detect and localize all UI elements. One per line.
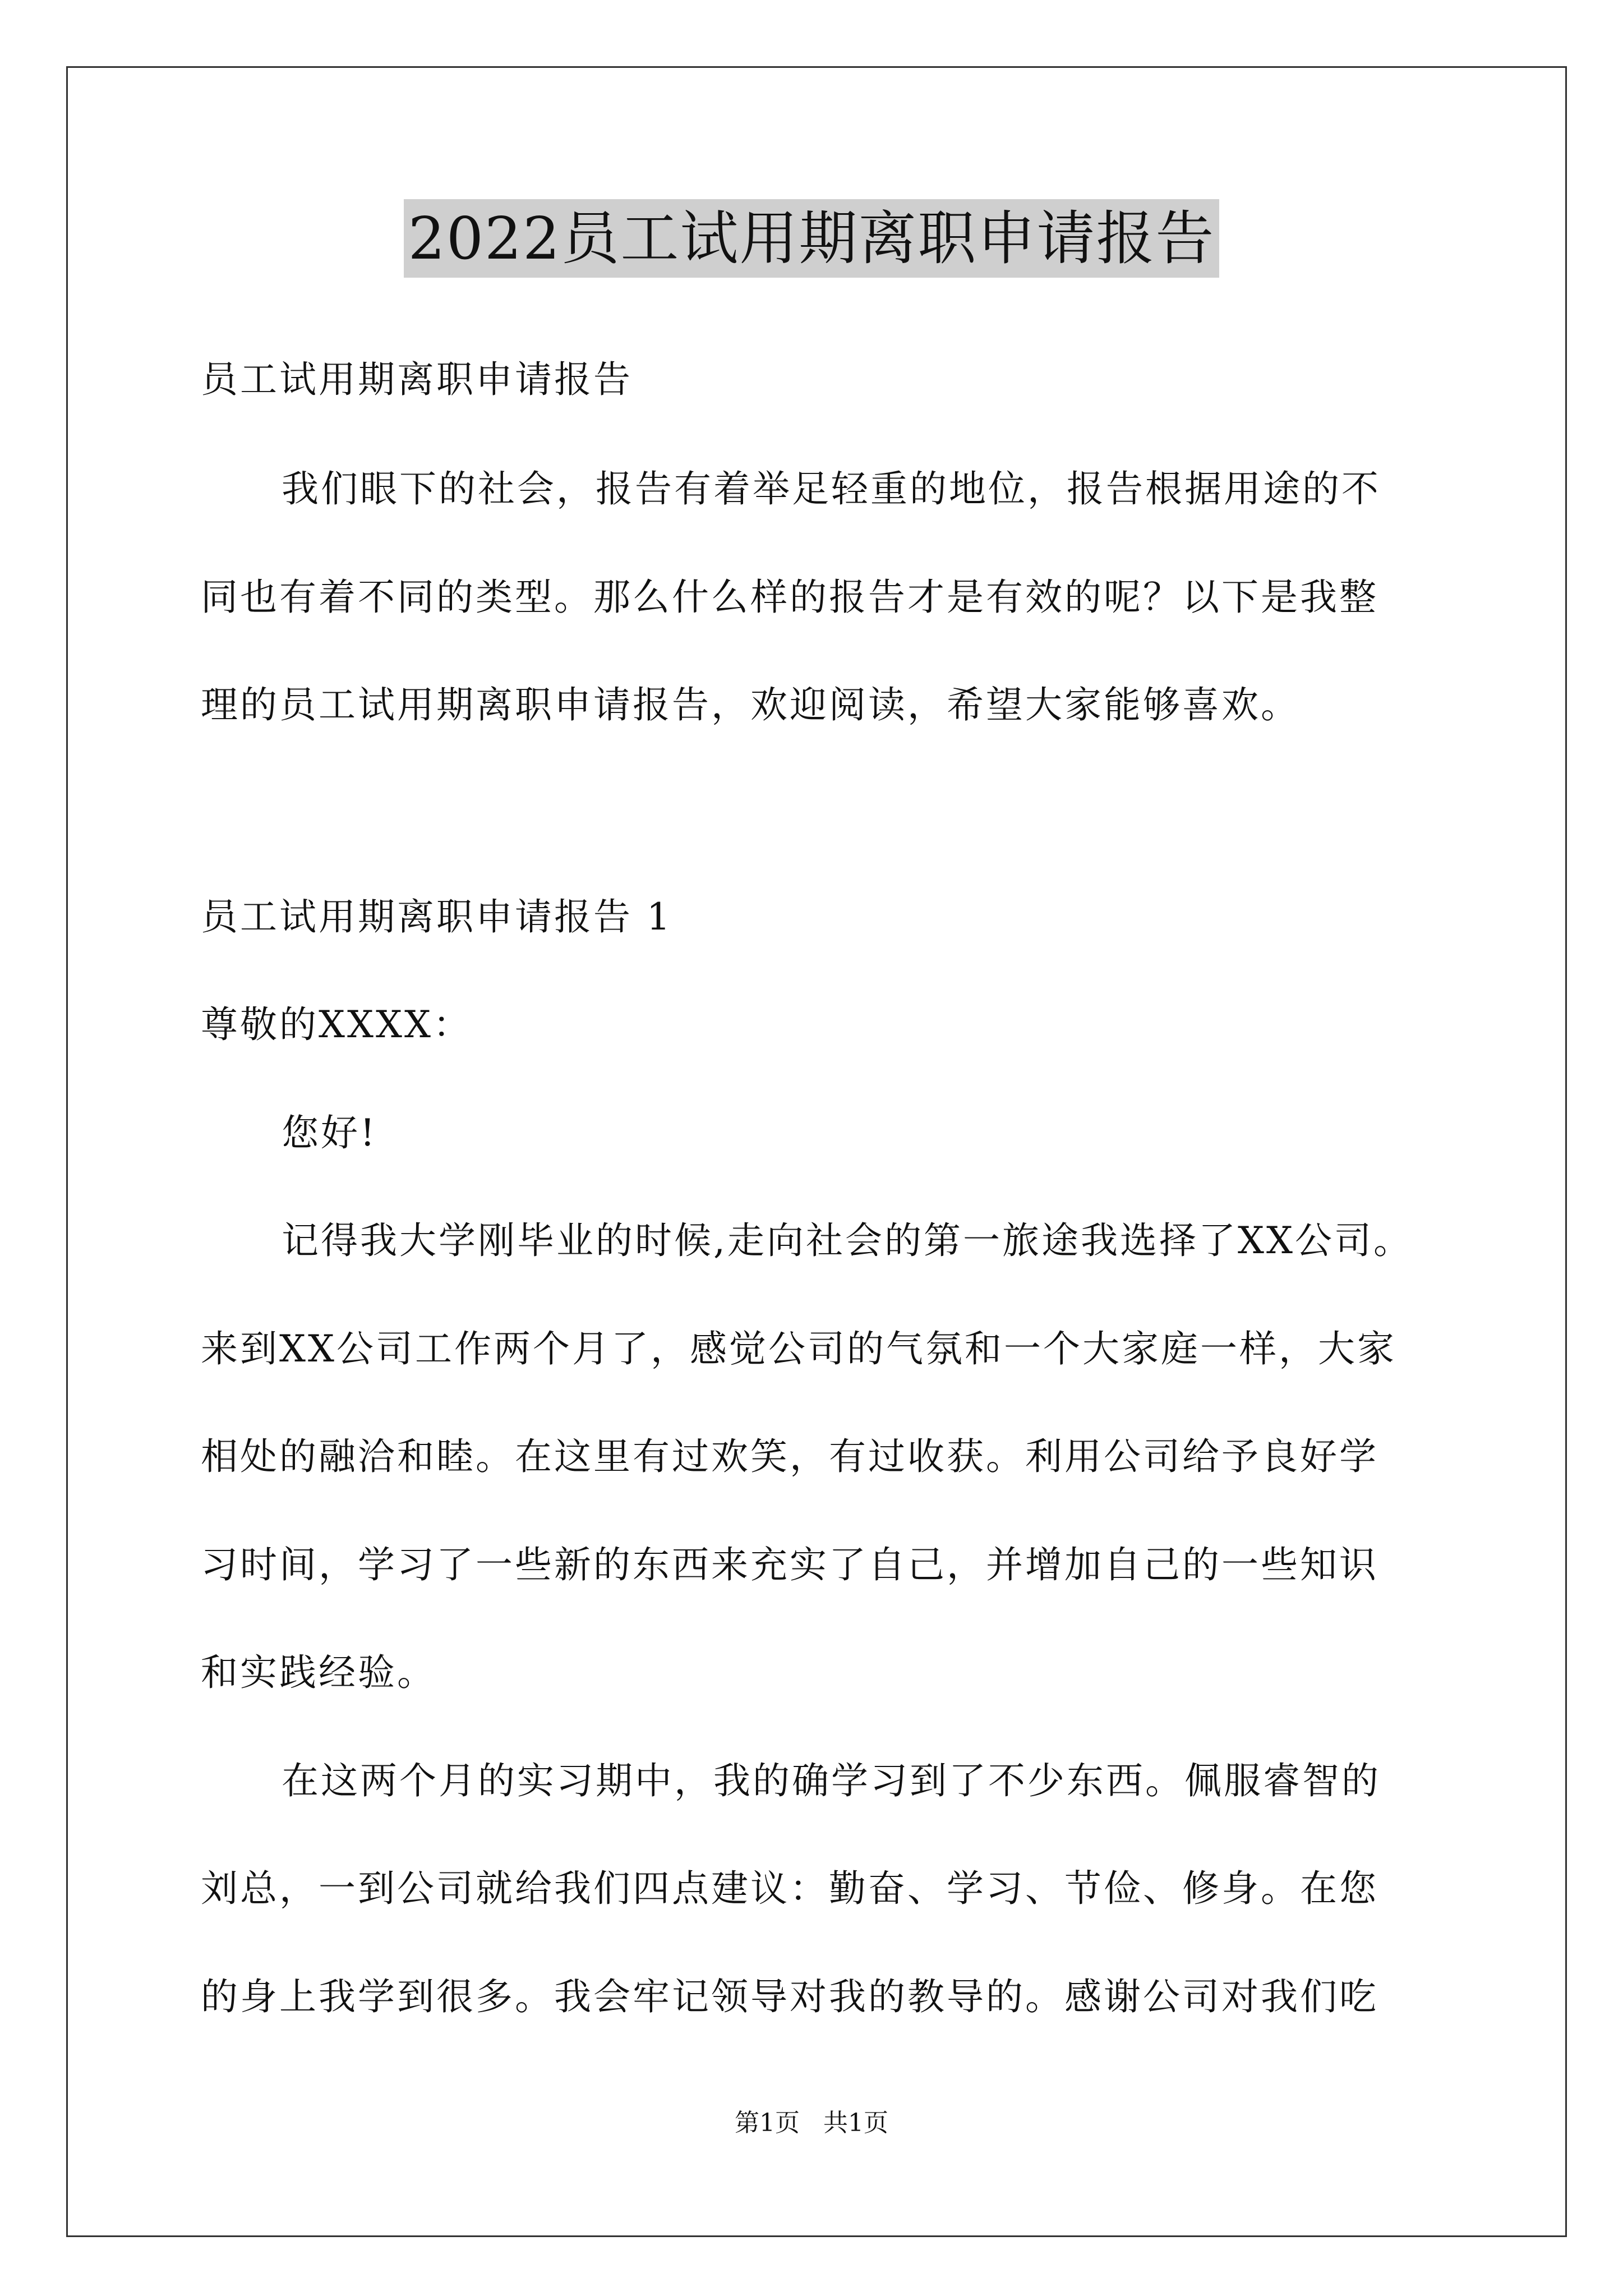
body-line-7: 刘总，一到公司就给我们四点建议：勤奋、学习、节俭、修身。在您 bbox=[201, 1867, 1378, 1910]
document-title: 2022员工试用期离职申请报告 bbox=[404, 199, 1220, 278]
body-line-3: 相处的融洽和睦。在这里有过欢笑，有过收获。利用公司给予良好学 bbox=[201, 1435, 1378, 1478]
intro-line-1: 我们眼下的社会，报告有着举足轻重的地位，报告根据用途的不 bbox=[282, 467, 1381, 510]
body-line-6: 在这两个月的实习期中，我的确学习到了不少东西。佩服睿智的 bbox=[282, 1759, 1381, 1802]
intro-line-2: 同也有着不同的类型。那么什么样的报告才是有效的呢？以下是我整 bbox=[201, 576, 1378, 619]
greeting: 您好! bbox=[282, 1111, 377, 1154]
subtitle-line: 员工试用期离职申请报告 bbox=[201, 358, 633, 401]
title-container bbox=[0, 199, 1623, 278]
page-footer: 第1页 共1页 bbox=[735, 2109, 888, 2137]
salutation: 尊敬的XXXX： bbox=[201, 1003, 472, 1046]
body-line-5: 和实践经验。 bbox=[201, 1651, 436, 1694]
section-heading: 员工试用期离职申请报告 1 bbox=[201, 895, 672, 938]
intro-line-3: 理的员工试用期离职申请报告，欢迎阅读，希望大家能够喜欢。 bbox=[201, 683, 1300, 726]
body-line-2: 来到XX公司工作两个月了，感觉公司的气氛和一个大家庭一样，大家 bbox=[201, 1327, 1396, 1370]
body-line-1: 记得我大学刚毕业的时候,走向社会的第一旅途我选择了XX公司。 bbox=[282, 1219, 1413, 1262]
body-line-4: 习时间，学习了一些新的东西来充实了自己，并增加自己的一些知识 bbox=[201, 1543, 1378, 1586]
body-line-8: 的身上我学到很多。我会牢记领导对我的教导的。感谢公司对我们吃 bbox=[201, 1975, 1378, 2018]
